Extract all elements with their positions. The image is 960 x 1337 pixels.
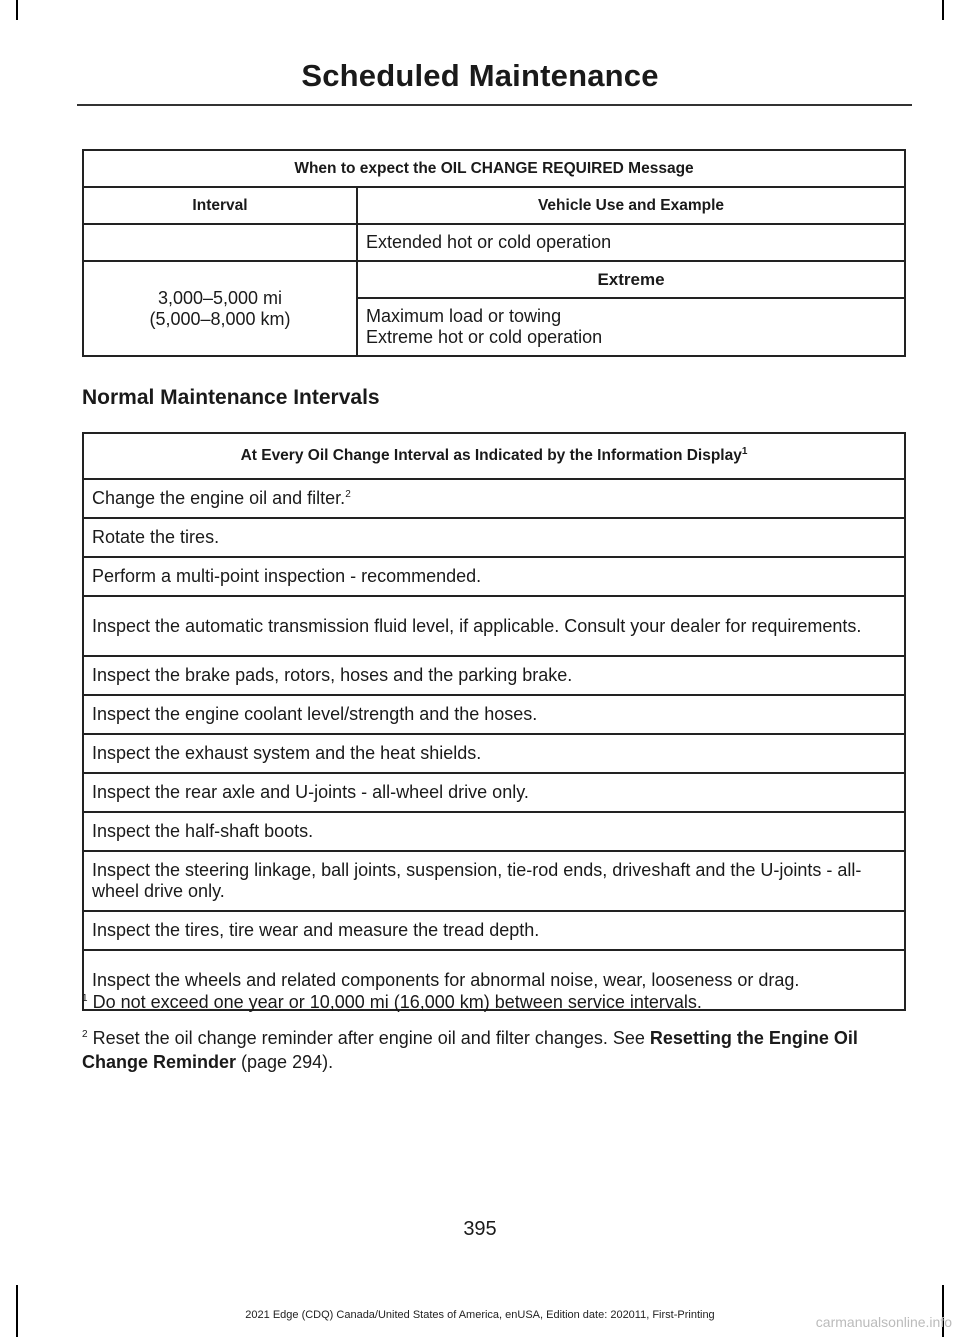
table-row: Inspect the tires, tire wear and measure the tread depth. [83,911,905,950]
row-text: Change the engine oil and filter. [92,488,346,508]
title-divider [77,104,912,106]
table-row: Inspect the wheels and related components for abnormal noise, wear, looseness or drag. [83,950,905,1010]
footnote-ref: 1 [741,445,748,457]
section-heading: Normal Maintenance Intervals [82,386,380,409]
table-row: Rotate the tires. [83,518,905,557]
table-row: Inspect the rear axle and U-joints - all-wheel drive only. [83,773,905,812]
footnote-ref: 2 [345,489,351,500]
extreme-example-temp: Extreme hot or cold operation [366,327,603,347]
edition-info: 2021 Edge (CDQ) Canada/United States of America, enUSA, Edition date: 202011, First-Printing [245,1309,715,1321]
table-row: Inspect the automatic transmission fluid level, if applicable. Consult your dealer for requirements. [83,596,905,656]
footnote-1 [82,990,902,1014]
crop-mark-top-right [942,0,944,20]
table-cell-empty [83,224,357,261]
footnote-marker: 1 [82,993,88,1004]
table-row [83,479,905,518]
table-row: Inspect the brake pads, rotors, hoses and the parking brake. [83,656,905,695]
page-title: Scheduled Maintenance [301,58,659,93]
maintenance-intervals-table [82,432,906,1011]
crop-mark-top-left [16,0,18,20]
oil-change-message-table [82,149,906,357]
table-row: Inspect the steering linkage, ball joints, suspension, tie-rod ends, driveshaft and the U-joints - all-wheel drive only. [83,851,905,911]
interval-miles: 3,000–5,000 mi [157,287,283,308]
column-header-vehicle-use: Vehicle Use and Example [357,187,905,224]
footnote-2 [82,1026,902,1074]
extreme-example-load: Maximum load or towing [366,306,562,326]
watermark: carmanualsonline.info [815,1314,952,1330]
footnote-marker: 2 [82,1029,88,1040]
cross-reference-link[interactable]: Resetting the Engine Oil Change Reminder [82,1028,858,1072]
table-row: Perform a multi-point inspection - recommended. [83,557,905,596]
table-row: Inspect the half-shaft boots. [83,812,905,851]
page-number: 395 [463,1218,497,1240]
table-row: Inspect the exhaust system and the heat shields. [83,734,905,773]
table-cell-extended: Extended hot or cold operation [357,224,905,261]
page-reference: (page 294). [236,1052,334,1072]
footnote-text: Do not exceed one year or 10,000 mi (16,000 km) between service intervals. [87,992,702,1012]
column-header-interval: Interval [83,187,357,224]
table-cell-interval [83,261,357,356]
table-row: Inspect the engine coolant level/strength and the hoses. [83,695,905,734]
table-caption: When to expect the OIL CHANGE REQUIRED Message [83,150,905,187]
intervals-table-header [83,433,905,479]
table-cell-extreme-label: Extreme [357,261,905,298]
footnote-text: Reset the oil change reminder after engine oil and filter changes. See [87,1028,650,1048]
interval-km: (5,000–8,000 km) [149,308,291,329]
table-cell-extreme-examples [357,298,905,356]
intervals-header-text: At Every Oil Change Interval as Indicated by the Information Display [240,447,742,464]
